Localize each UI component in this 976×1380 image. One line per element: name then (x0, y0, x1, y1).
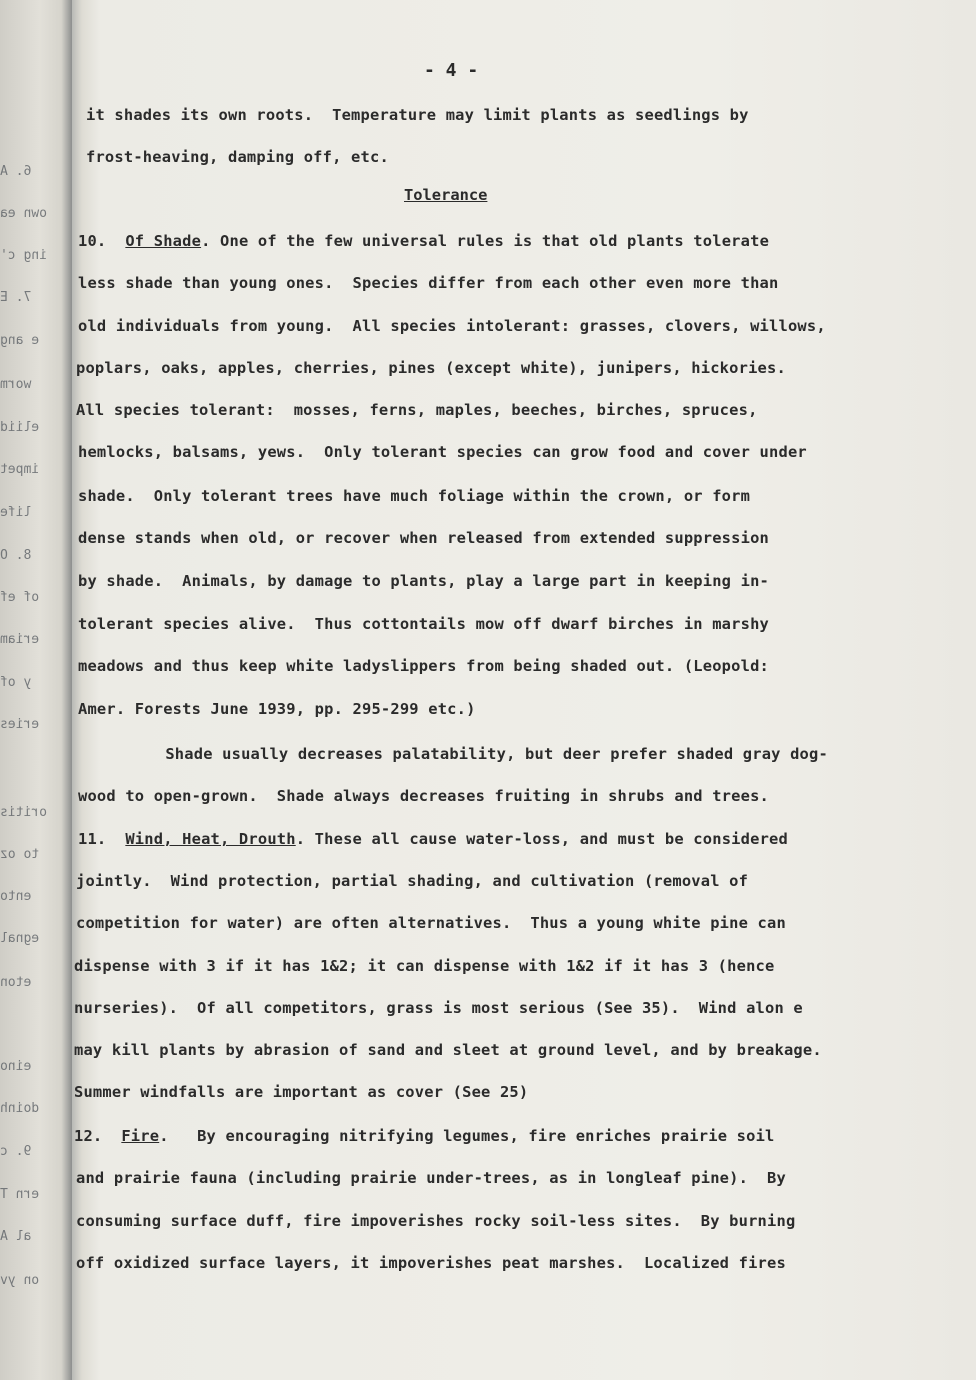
previous-page-text: own ea (0, 206, 47, 221)
previous-page-text: e ang (0, 333, 40, 348)
line-text: consuming surface duff, fire impoverishes rocky soil-less sites. By burning (76, 1212, 796, 1230)
document-page (72, 0, 976, 1380)
text-line (78, 274, 952, 292)
line-text: . By encouraging nitrifying legumes, fire enriches prairie soil (159, 1127, 775, 1145)
text-line (78, 787, 952, 805)
previous-page-edge (0, 0, 72, 1380)
line-text: less shade than young ones. Species differ from each other even more than (78, 274, 779, 292)
text-line (76, 1169, 952, 1187)
text-line (74, 957, 952, 975)
line-text: may kill plants by abrasion of sand and sleet at ground level, and by breakage. (74, 1041, 822, 1059)
item-title: Wind, Heat, Drouth (125, 830, 296, 848)
text-line (78, 487, 952, 505)
text-line (74, 1041, 952, 1059)
line-text: frost-heaving, damping off, etc. (86, 148, 389, 166)
previous-page-text: eino (0, 1059, 32, 1074)
item-number: 12. (74, 1127, 122, 1145)
text-line (74, 1127, 952, 1145)
item-title: Fire (121, 1127, 160, 1145)
line-text: poplars, oaks, apples, cherries, pines (except white), junipers, hickories. (76, 359, 786, 377)
previous-page-text: 9. c (0, 1144, 32, 1159)
text-line (76, 1212, 952, 1230)
line-text: nurseries). Of all competitors, grass is most serious (See 35). Wind alon e (74, 999, 803, 1017)
line-text: . One of the few universal rules is that old plants tolerate (201, 232, 770, 250)
line-text: and prairie fauna (including prairie under-trees, as in longleaf pine). By (76, 1169, 786, 1187)
previous-page-text: oritis (0, 805, 47, 820)
item-number: 11. (78, 830, 126, 848)
previous-page-text: ing c' (0, 248, 47, 263)
previous-page-text: life (0, 505, 32, 520)
text-line (76, 401, 952, 419)
line-text: Shade usually decreases palatability, but deer prefer shaded gray dog- (165, 745, 828, 763)
text-line (78, 615, 952, 633)
previous-page-text: on yv (0, 1273, 40, 1288)
text-line (118, 745, 952, 763)
text-line (78, 657, 952, 675)
text-line (78, 572, 952, 590)
line-text: All species tolerant: mosses, ferns, maples, beeches, birches, spruces, (76, 401, 758, 419)
previous-page-text: ern T (0, 1187, 40, 1202)
previous-page-text: egnal (0, 931, 40, 946)
line-text: wood to open-grown. Shade always decreases fruiting in shrubs and trees. (78, 787, 770, 805)
line-text: old individuals from young. All species intolerant: grasses, clovers, willows, (78, 317, 826, 335)
previous-page-text: worm (0, 377, 32, 392)
text-line (78, 443, 952, 461)
text-line (74, 999, 952, 1017)
previous-page-text: 8. O (0, 548, 32, 563)
text-line (86, 106, 952, 124)
previous-page-text: ento (0, 889, 32, 904)
previous-page-text: doinh (0, 1101, 40, 1116)
section-heading: Tolerance (404, 186, 488, 204)
previous-page-text: eliid (0, 420, 40, 435)
page-number: - 4 - (424, 60, 479, 81)
text-line (78, 700, 952, 718)
line-text: dispense with 3 if it has 1&2; it can dispense with 1&2 if it has 3 (hence (74, 957, 775, 975)
text-line (86, 148, 952, 166)
previous-page-text: 7. E (0, 290, 32, 305)
text-line (76, 1254, 952, 1272)
line-text: . These all cause water-loss, and must be considered (295, 830, 788, 848)
line-text: hemlocks, balsams, yews. Only tolerant species can grow food and cover under (78, 443, 807, 461)
previous-page-text: eton (0, 975, 32, 990)
text-line (78, 317, 952, 335)
text-line (78, 830, 952, 848)
line-text: it shades its own roots. Temperature may limit plants as seedlings by (86, 106, 749, 124)
text-line (74, 1083, 952, 1101)
previous-page-text: eriam (0, 632, 40, 647)
previous-page-text: 6. A (0, 164, 32, 179)
text-line (78, 529, 952, 547)
line-text: meadows and thus keep white ladyslippers from being shaded out. (Leopold: (78, 657, 770, 675)
line-text: tolerant species alive. Thus cottontails mow off dwarf birches in marshy (78, 615, 770, 633)
text-line (76, 359, 952, 377)
line-text: Summer windfalls are important as cover (See 25) (74, 1083, 529, 1101)
previous-page-text: of ef (0, 590, 40, 605)
line-text: by shade. Animals, by damage to plants, play a large part in keeping in- (78, 572, 770, 590)
previous-page-text: al A (0, 1229, 32, 1244)
item-number: 10. (78, 232, 126, 250)
previous-page-text: y of (0, 675, 32, 690)
line-text: shade. Only tolerant trees have much foliage within the crown, or form (78, 487, 751, 505)
line-text: competition for water) are often alternatives. Thus a young white pine can (76, 914, 786, 932)
text-line (78, 232, 952, 250)
line-text: dense stands when old, or recover when released from extended suppression (78, 529, 770, 547)
line-text: jointly. Wind protection, partial shading, and cultivation (removal of (76, 872, 749, 890)
item-title: Of Shade (125, 232, 202, 250)
item-number (118, 745, 165, 763)
text-line (76, 914, 952, 932)
line-text: Amer. Forests June 1939, pp. 295-299 etc.) (78, 700, 476, 718)
line-text: off oxidized surface layers, it impoverishes peat marshes. Localized fires (76, 1254, 786, 1272)
previous-page-text: to oz (0, 847, 40, 862)
previous-page-text: eries (0, 717, 40, 732)
text-line (76, 872, 952, 890)
previous-page-text: impet (0, 462, 40, 477)
